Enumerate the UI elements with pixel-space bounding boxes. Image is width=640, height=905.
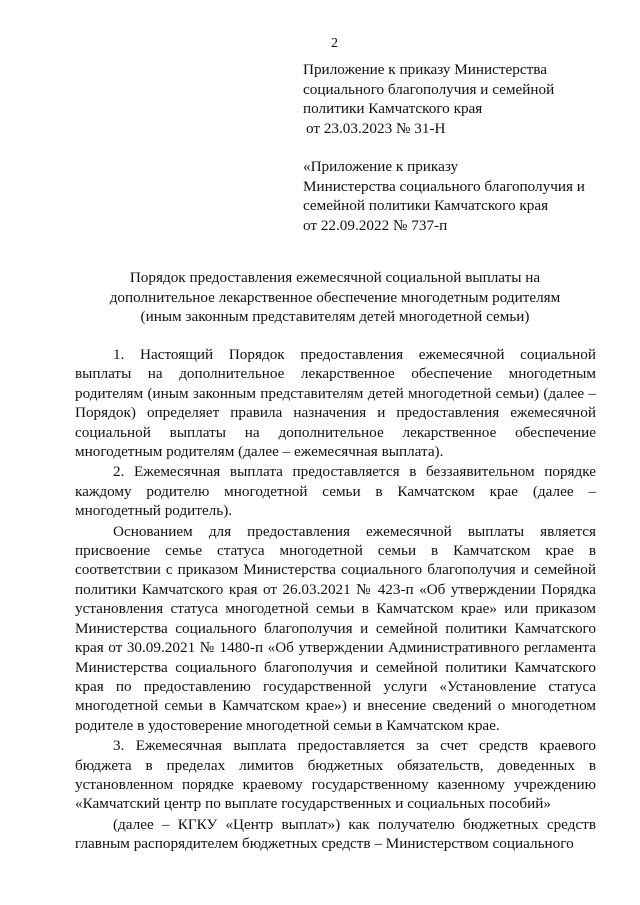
appendix-current-date: от 23.03.2023 № 31-Н: [306, 119, 446, 137]
appendix-header-current: [303, 60, 603, 138]
document-title-line: дополнительное лекарственное обеспечение многодетным родителям: [109, 288, 561, 306]
appendix-current-line: политики Камчатского края: [303, 100, 483, 117]
document-title-line: (иным законным представителям детей многодетной семьи): [140, 308, 530, 325]
page-number: 2: [331, 36, 338, 51]
body-paragraph: Основанием для предоставления ежемесячной выплаты является присвоение семье статуса многодетной семьи в Камчатском крае в соответствии с приказом Министерства социального благополучия и семейной политики Камчатского края от 26.03.2021 № 423-п «Об утверждении Порядка установления статуса многодетной семьи в Камчатском крае» или приказом Министерства социального благополучия и семейной политики Камчатского края от 30.09.2021 № 1480-п «Об утверждении Административного регламента Министерства социального благополучия и семейной политики Камчатского края по предоставлению государственной услуги «Установление статуса многодетной семьи в Камчатском крае») и внесение сведений о многодетном родителе в удостоверение многодетной семьи в Камчатском крае.: [75, 522, 596, 734]
appendix-previous-line: семейной политики Камчатского края: [303, 197, 549, 214]
document-title-line: Порядок предоставления ежемесячной социальной выплаты на: [129, 269, 541, 286]
document-title: [70, 268, 600, 327]
body-paragraph: 2. Ежемесячная выплата предоставляется в беззаявительном порядке каждому родителю многодетной семьи в Камчатском крае (далее – многодетный родитель).: [75, 463, 596, 520]
body-paragraph: (далее – КГКУ «Центр выплат») как получателю бюджетных средств главным распорядителем бюджетных средств – Министерством социального: [75, 815, 596, 853]
body-paragraph: 3. Ежемесячная выплата предоставляется за счет средств краевого бюджета в пределах лимитов бюджетных обязательств, доведенных в установленном порядке краевому государственному казенному учреждению «Камчатский центр по выплате государственных и социальных пособий»: [75, 737, 596, 813]
document-body: [75, 345, 596, 855]
appendix-previous-line: Министерства социального благополучия и: [303, 177, 585, 195]
body-paragraph: 1. Настоящий Порядок предоставления ежемесячной социальной выплаты на дополнительное лекарственное обеспечение многодетным родителям (иным законным представителям детей многодетной семьи) (далее – Порядок) определяет правила назначения и предоставления ежемесячной социальной выплаты на дополнительное лекарственное обеспечение многодетным родителям (далее – ежемесячная выплата).: [75, 346, 596, 461]
appendix-current-line: Приложение к приказу Министерства: [303, 61, 547, 78]
appendix-current-line: социального благополучия и семейной: [303, 80, 555, 98]
appendix-previous-date: от 22.09.2022 № 737-п: [303, 216, 448, 234]
appendix-header-previous: [303, 157, 603, 235]
appendix-previous-line: «Приложение к приказу: [303, 158, 459, 175]
